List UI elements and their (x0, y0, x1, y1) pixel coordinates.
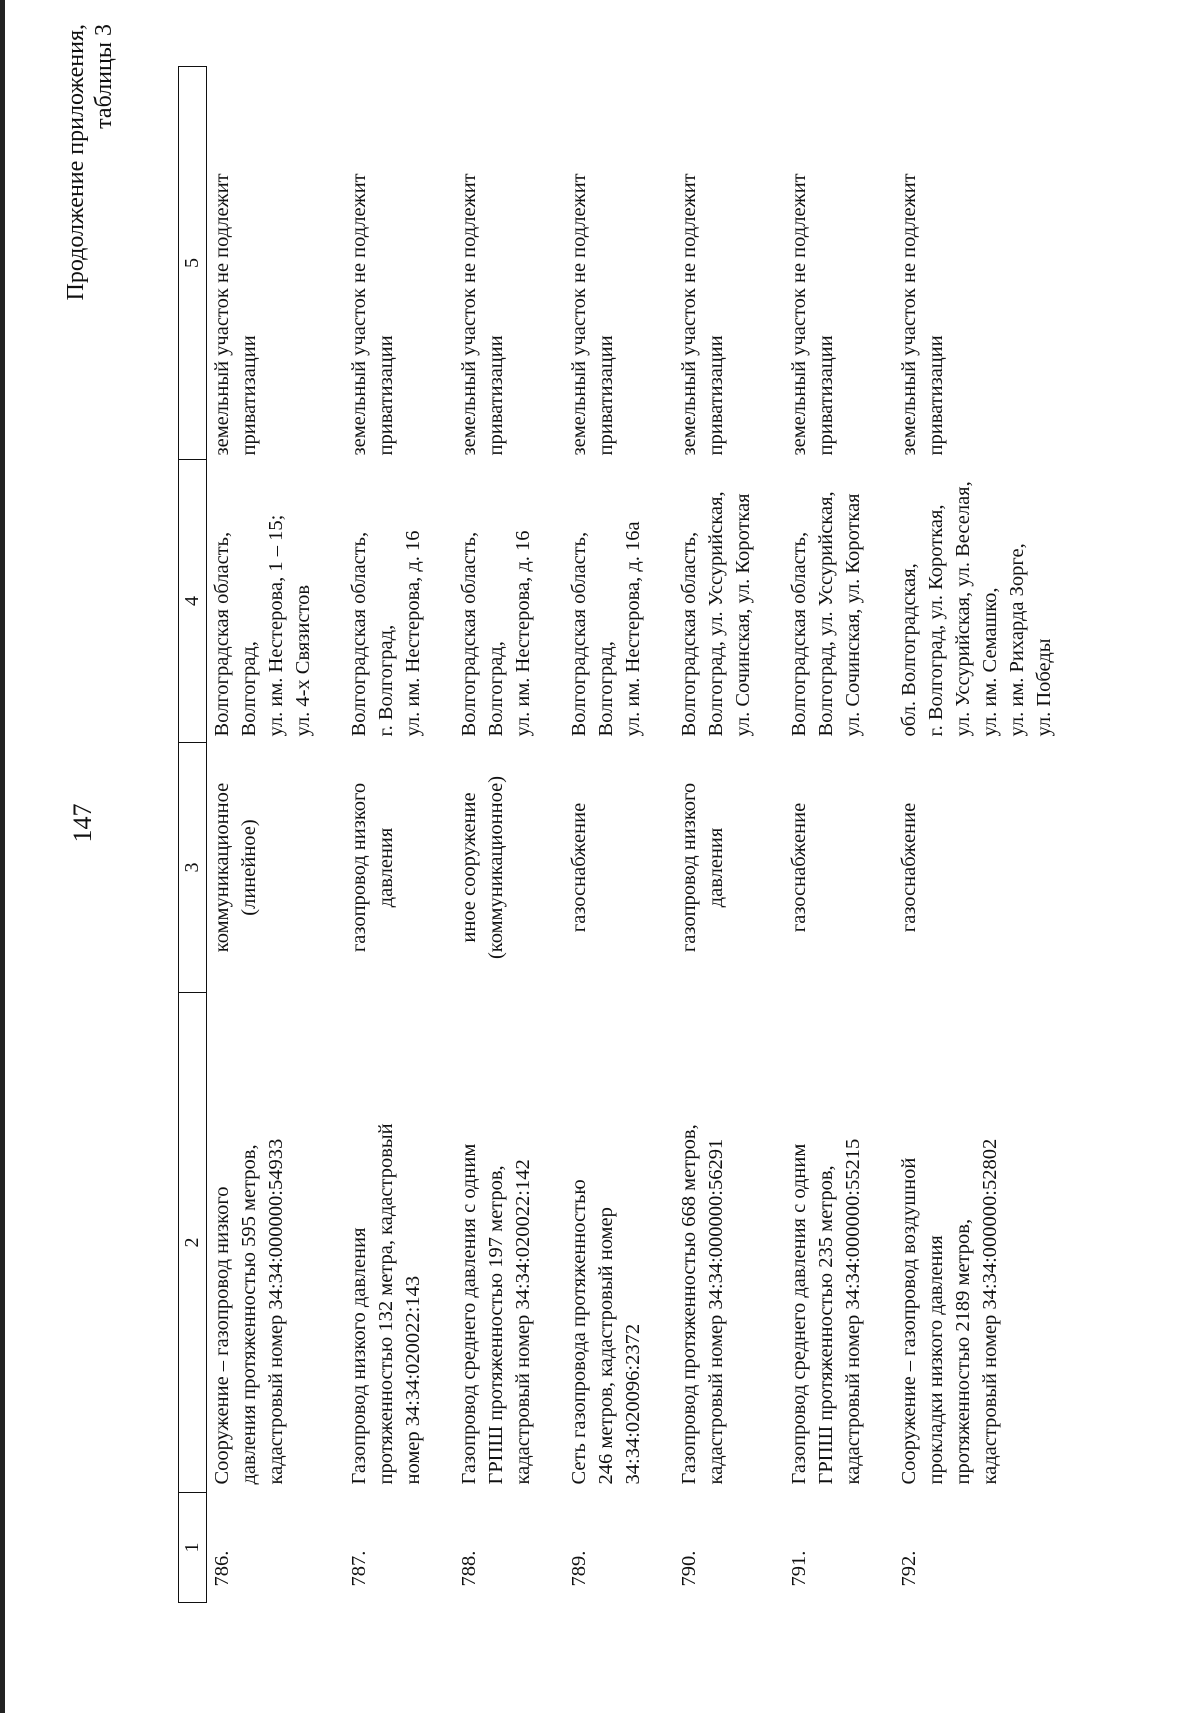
header-col-1: 1 (179, 1493, 207, 1603)
object-purpose (344, 743, 454, 993)
object-note (344, 67, 454, 460)
object-note (894, 67, 1085, 460)
property-table (178, 66, 1085, 1603)
object-note-line: земельный участок не подлежит (348, 173, 370, 456)
object-address-line: Волгоградская область, (348, 531, 370, 737)
object-name-line: давления протяженностью 595 метров, (238, 1144, 260, 1485)
object-address (344, 460, 454, 743)
object-name-line: ГРПШ протяженностью 197 метров, (485, 1165, 507, 1485)
page-number: 147 (68, 803, 97, 843)
object-name (564, 993, 674, 1493)
object-note-line: земельный участок не подлежит (568, 173, 590, 456)
object-address-line: ул. им. Нестерова, д. 16а (622, 521, 644, 737)
object-purpose (894, 743, 1085, 993)
object-note-line: земельный участок не подлежит (211, 173, 233, 456)
object-name-line: протяженностью 2189 метров, (952, 1218, 974, 1485)
object-address-line: Волгоград, ул. Уссурийская, (705, 491, 727, 737)
object-note-line: приватизации (925, 335, 947, 456)
row-number: 786. (211, 1550, 233, 1587)
table-row (784, 67, 894, 1603)
object-address-line: Волгоград, (485, 641, 507, 737)
object-note-line: земельный участок не подлежит (458, 173, 480, 456)
object-name-line: ГРПШ протяженностью 235 метров, (815, 1165, 837, 1485)
object-name-line: Сеть газопровода протяженностью (568, 1179, 590, 1485)
object-purpose (564, 743, 674, 993)
object-purpose-line: газоснабжение (788, 802, 810, 933)
row-number: 790. (678, 1550, 700, 1587)
object-name-line: протяженностью 132 метра, кадастровый (375, 1123, 397, 1485)
table-row (344, 67, 454, 1603)
object-address-line: Волгоградская область, (568, 531, 590, 737)
object-purpose-line: газопровод низкого (678, 782, 700, 953)
object-address-line: ул. Победы (1033, 638, 1055, 737)
object-address-line: Волгоградская область, (211, 531, 233, 737)
object-purpose-line: коммуникационное (211, 782, 233, 953)
object-purpose-line: иное сооружение (458, 792, 480, 943)
object-note (674, 67, 784, 460)
object-name-line: Газопровод среднего давления с одним (788, 1143, 810, 1485)
object-note-line: приватизации (375, 335, 397, 456)
object-name (207, 993, 345, 1493)
object-purpose-line: давления (705, 827, 727, 908)
object-name-line: прокладки низкого давления (925, 1235, 947, 1485)
object-address-line: ул. им. Нестерова, д. 16 (512, 530, 534, 737)
object-note (207, 67, 345, 460)
object-purpose (207, 743, 345, 993)
object-address-line: ул. Сочинская, ул. Короткая (842, 493, 864, 737)
row-number: 788. (458, 1550, 480, 1587)
object-address-line: Волгоградская область, (678, 531, 700, 737)
table-row (674, 67, 784, 1603)
object-note-line: приватизации (705, 335, 727, 456)
object-address-line: Волгоградская область, (458, 531, 480, 737)
table-row (207, 67, 345, 1603)
object-purpose-line: газопровод низкого (348, 782, 370, 953)
object-name-line: кадастровый номер 34:34:000000:54933 (265, 1138, 287, 1485)
object-name-line: кадастровый номер 34:34:000000:56291 (705, 1138, 727, 1485)
object-purpose (784, 743, 894, 993)
object-address-line: ул. им. Нестерова, 1 – 15; (265, 514, 287, 737)
object-name-line: кадастровый номер 34:34:020022:142 (512, 1159, 534, 1485)
header-col-3: 3 (179, 743, 207, 993)
table-row (454, 67, 564, 1603)
object-address (894, 460, 1085, 743)
object-address (784, 460, 894, 743)
object-name (344, 993, 454, 1493)
object-purpose-line: газоснабжение (568, 802, 590, 933)
object-purpose-line: газоснабжение (898, 802, 920, 933)
row-number: 791. (788, 1550, 810, 1587)
header-col-4: 4 (179, 460, 207, 743)
object-name (674, 993, 784, 1493)
object-note-line: земельный участок не подлежит (678, 173, 700, 456)
object-name-line: Сооружение – газопровод низкого (211, 1186, 233, 1485)
table-body (207, 67, 1086, 1603)
object-name (454, 993, 564, 1493)
object-name (784, 993, 894, 1493)
object-name-line: кадастровый номер 34:34:000000:55215 (842, 1138, 864, 1485)
object-note-line: приватизации (815, 335, 837, 456)
object-address-line: ул. им. Рихарда Зорге, (1006, 543, 1028, 737)
header-col-2: 2 (179, 993, 207, 1493)
row-number: 787. (348, 1550, 370, 1587)
object-note-line: приватизации (238, 335, 260, 456)
object-address-line: г. Волгоград, (375, 624, 397, 737)
continuation-line: таблицы 3 (91, 24, 117, 129)
object-note-line: приватизации (485, 335, 507, 456)
continuation-line: Продолжение приложения, (63, 24, 89, 301)
table-row (564, 67, 674, 1603)
object-name-line: Газопровод среднего давления с одним (458, 1143, 480, 1485)
table-header-row (179, 67, 207, 1603)
object-address-line: Волгоград, (595, 641, 617, 737)
object-name (894, 993, 1085, 1493)
object-address-line: Волгоградская область, (788, 531, 810, 737)
object-name-line: номер 34:34:020022:143 (402, 1275, 424, 1485)
object-name-line: Сооружение – газопровод воздушной (898, 1157, 920, 1485)
object-note-line: земельный участок не подлежит (898, 173, 920, 456)
object-address-line: обл. Волгоградская, (898, 563, 920, 737)
object-purpose-line: давления (375, 827, 397, 908)
object-address (564, 460, 674, 743)
object-note (564, 67, 674, 460)
object-note-line: приватизации (595, 335, 617, 456)
row-number: 792. (898, 1550, 920, 1587)
object-note (784, 67, 894, 460)
header-col-5: 5 (179, 67, 207, 460)
object-purpose (674, 743, 784, 993)
object-address-line: ул. им. Семашко, (979, 587, 1001, 737)
continuation-note (62, 24, 118, 300)
object-name-line: 34:34:020096:2372 (622, 1323, 644, 1485)
object-name-line: Газопровод низкого давления (348, 1227, 370, 1485)
table-row (894, 67, 1085, 1603)
object-purpose-line: (линейное) (238, 819, 260, 916)
object-address-line: г. Волгоград, ул. Короткая, (925, 504, 947, 737)
object-name-line: 246 метров, кадастровый номер (595, 1207, 617, 1485)
object-note-line: земельный участок не подлежит (788, 173, 810, 456)
object-name-line: Газопровод протяженностью 668 метров, (678, 1124, 700, 1485)
object-name-line: кадастровый номер 34:34:000000:52802 (979, 1138, 1001, 1485)
object-address (674, 460, 784, 743)
object-address-line: ул. им. Нестерова, д. 16 (402, 530, 424, 737)
object-purpose-line: (коммуникационное) (485, 775, 507, 960)
row-number: 789. (568, 1550, 590, 1587)
object-address (207, 460, 345, 743)
object-purpose (454, 743, 564, 993)
object-address-line: ул. Уссурийская, ул. Веселая, (952, 481, 974, 737)
object-address (454, 460, 564, 743)
object-address-line: Волгоград, (238, 641, 260, 737)
object-address-line: ул. Сочинская, ул. Короткая (732, 493, 754, 737)
object-address-line: ул. 4-х Связистов (292, 584, 314, 737)
object-address-line: Волгоград, ул. Уссурийская, (815, 491, 837, 737)
object-note (454, 67, 564, 460)
